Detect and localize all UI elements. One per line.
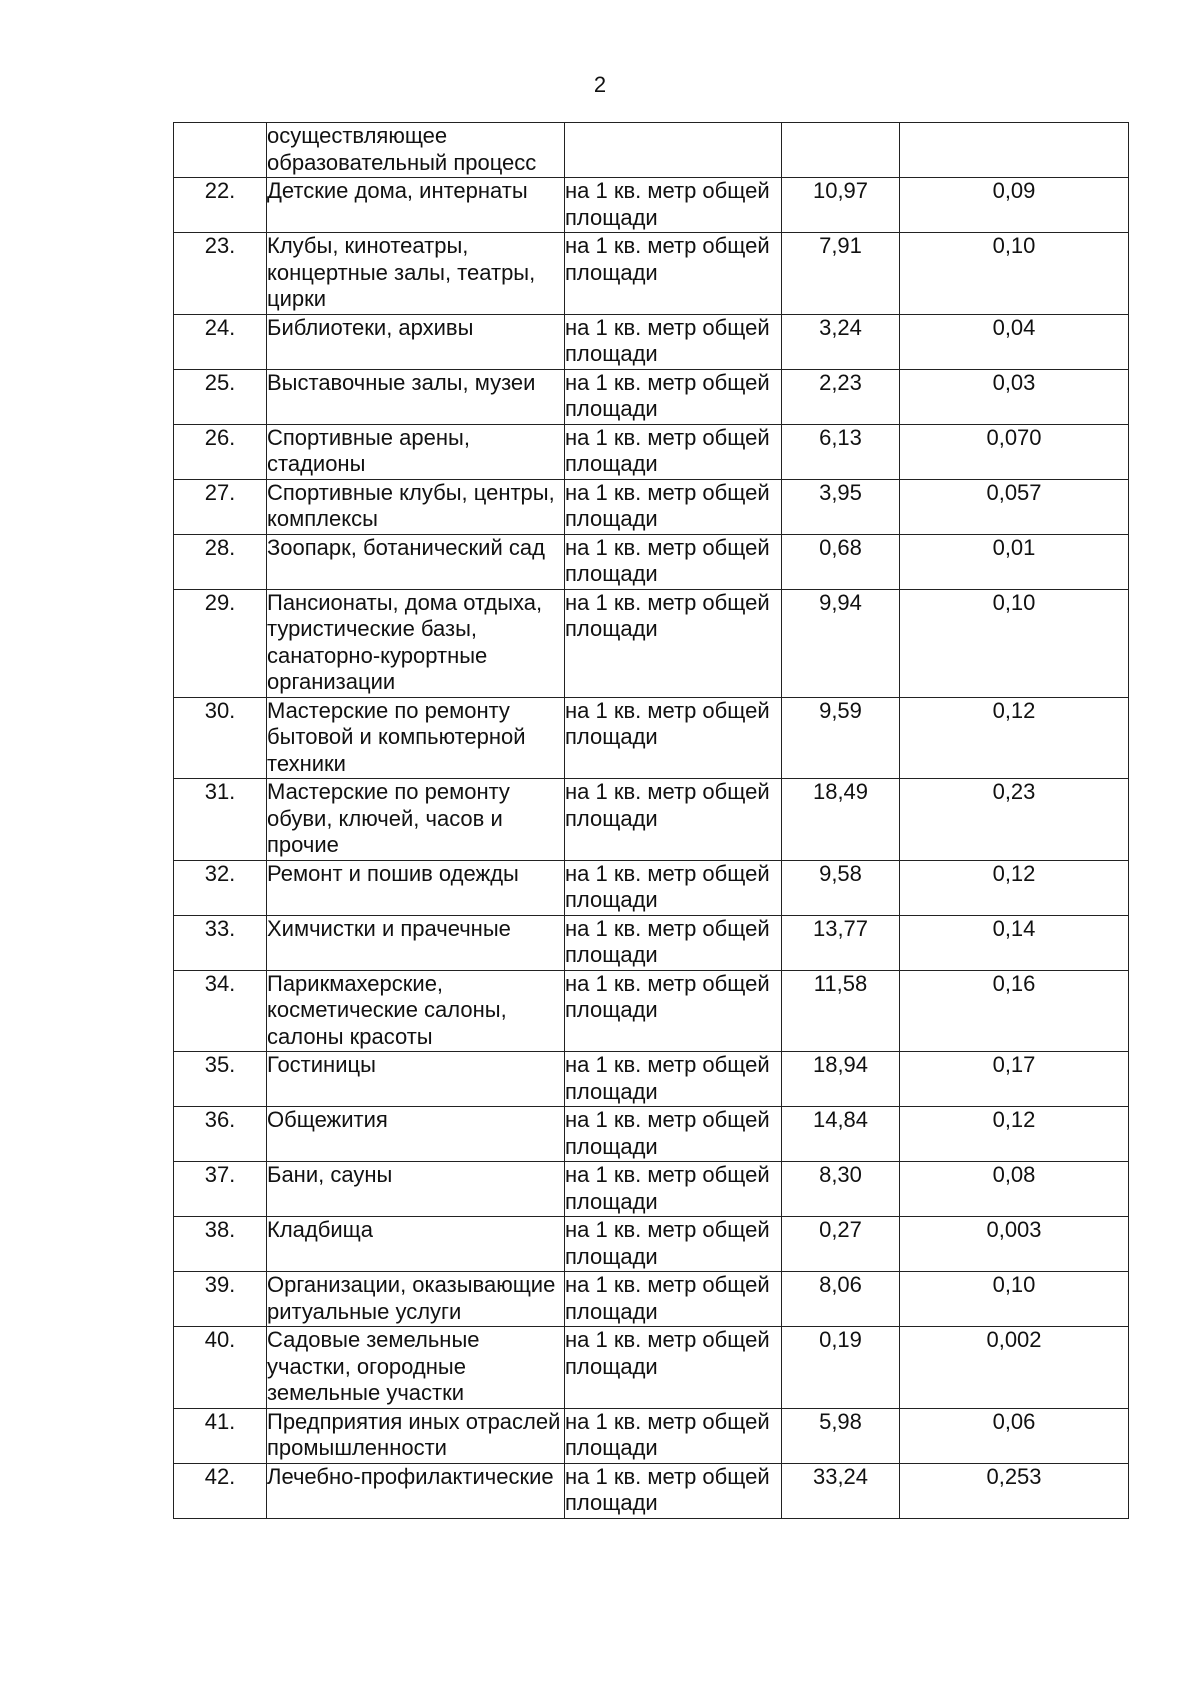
table-row [174, 779, 1129, 861]
norm-value-2: 0,14 [900, 915, 1129, 970]
calculation-unit: на 1 кв. метр общей площади [565, 479, 782, 534]
norm-value-1: 5,98 [782, 1408, 900, 1463]
norm-value-2: 0,10 [900, 1272, 1129, 1327]
norm-value-2: 0,23 [900, 779, 1129, 861]
object-name: Мастерские по ремонту бытовой и компьютерной техники [267, 697, 565, 779]
calculation-unit: на 1 кв. метр общей площади [565, 233, 782, 315]
norm-value-2: 0,17 [900, 1052, 1129, 1107]
object-name: Предприятия иных отраслей промышленности [267, 1408, 565, 1463]
calculation-unit: на 1 кв. метр общей площади [565, 178, 782, 233]
object-name: Пансионаты, дома отдыха, туристические базы, санаторно-курортные организации [267, 589, 565, 697]
table-row [174, 915, 1129, 970]
object-name: Бани, сауны [267, 1162, 565, 1217]
norm-value-1: 0,27 [782, 1217, 900, 1272]
norm-value-1: 10,97 [782, 178, 900, 233]
row-number: 41. [174, 1408, 267, 1463]
norm-value-2: 0,10 [900, 589, 1129, 697]
row-number: 25. [174, 369, 267, 424]
norm-value-2: 0,01 [900, 534, 1129, 589]
norm-value-1: 9,59 [782, 697, 900, 779]
table-row [174, 424, 1129, 479]
norm-value-1: 14,84 [782, 1107, 900, 1162]
row-number: 42. [174, 1463, 267, 1518]
object-name: Зоопарк, ботанический сад [267, 534, 565, 589]
table-row [174, 1272, 1129, 1327]
object-name: Лечебно-профилактические [267, 1463, 565, 1518]
table-row [174, 1463, 1129, 1518]
object-name: Спортивные арены, стадионы [267, 424, 565, 479]
row-number: 35. [174, 1052, 267, 1107]
norm-value-1: 2,23 [782, 369, 900, 424]
norm-value-2: 0,070 [900, 424, 1129, 479]
norm-value-1: 3,24 [782, 314, 900, 369]
norm-value-1: 13,77 [782, 915, 900, 970]
calculation-unit [565, 123, 782, 178]
row-number: 40. [174, 1327, 267, 1409]
table-row [174, 697, 1129, 779]
table-row [174, 589, 1129, 697]
norm-value-1: 0,19 [782, 1327, 900, 1409]
table-row [174, 1217, 1129, 1272]
norm-value-1: 8,06 [782, 1272, 900, 1327]
row-number: 30. [174, 697, 267, 779]
object-name: Кладбища [267, 1217, 565, 1272]
norm-value-2 [900, 123, 1129, 178]
calculation-unit: на 1 кв. метр общей площади [565, 1327, 782, 1409]
norm-value-2: 0,12 [900, 697, 1129, 779]
table-row [174, 314, 1129, 369]
norm-value-1: 8,30 [782, 1162, 900, 1217]
row-number: 28. [174, 534, 267, 589]
calculation-unit: на 1 кв. метр общей площади [565, 1052, 782, 1107]
calculation-unit: на 1 кв. метр общей площади [565, 1217, 782, 1272]
norm-value-2: 0,003 [900, 1217, 1129, 1272]
calculation-unit: на 1 кв. метр общей площади [565, 1408, 782, 1463]
norm-value-1: 9,58 [782, 860, 900, 915]
norm-value-1: 7,91 [782, 233, 900, 315]
object-name: Общежития [267, 1107, 565, 1162]
norm-value-1: 3,95 [782, 479, 900, 534]
object-name: осуществляющее образовательный процесс [267, 123, 565, 178]
object-name: Выставочные залы, музеи [267, 369, 565, 424]
row-number: 29. [174, 589, 267, 697]
norm-value-1: 0,68 [782, 534, 900, 589]
object-name: Библиотеки, архивы [267, 314, 565, 369]
norm-value-2: 0,002 [900, 1327, 1129, 1409]
norm-value-1: 18,49 [782, 779, 900, 861]
object-name: Ремонт и пошив одежды [267, 860, 565, 915]
table-row [174, 123, 1129, 178]
norm-value-2: 0,06 [900, 1408, 1129, 1463]
row-number: 33. [174, 915, 267, 970]
row-number: 39. [174, 1272, 267, 1327]
row-number: 36. [174, 1107, 267, 1162]
table-body [174, 123, 1129, 1519]
norm-value-1 [782, 123, 900, 178]
row-number: 37. [174, 1162, 267, 1217]
norm-value-2: 0,03 [900, 369, 1129, 424]
calculation-unit: на 1 кв. метр общей площади [565, 1463, 782, 1518]
norm-value-2: 0,057 [900, 479, 1129, 534]
row-number: 22. [174, 178, 267, 233]
object-name: Организации, оказывающие ритуальные услуги [267, 1272, 565, 1327]
table-row [174, 1052, 1129, 1107]
row-number: 27. [174, 479, 267, 534]
table-row [174, 1408, 1129, 1463]
norm-value-2: 0,09 [900, 178, 1129, 233]
table-row [174, 233, 1129, 315]
norms-table [173, 122, 1129, 1519]
object-name: Мастерские по ремонту обуви, ключей, часов и прочие [267, 779, 565, 861]
object-name: Парикмахерские, косметические салоны, салоны красоты [267, 970, 565, 1052]
object-name: Гостиницы [267, 1052, 565, 1107]
calculation-unit: на 1 кв. метр общей площади [565, 369, 782, 424]
object-name: Детские дома, интернаты [267, 178, 565, 233]
table-row [174, 1107, 1129, 1162]
object-name: Клубы, кинотеатры, концертные залы, театры, цирки [267, 233, 565, 315]
norm-value-1: 6,13 [782, 424, 900, 479]
table-row [174, 860, 1129, 915]
norm-value-1: 33,24 [782, 1463, 900, 1518]
calculation-unit: на 1 кв. метр общей площади [565, 860, 782, 915]
calculation-unit: на 1 кв. метр общей площади [565, 915, 782, 970]
norm-value-2: 0,253 [900, 1463, 1129, 1518]
row-number: 34. [174, 970, 267, 1052]
norm-value-2: 0,08 [900, 1162, 1129, 1217]
object-name: Спортивные клубы, центры, комплексы [267, 479, 565, 534]
norm-value-2: 0,12 [900, 1107, 1129, 1162]
row-number: 31. [174, 779, 267, 861]
norm-value-2: 0,10 [900, 233, 1129, 315]
row-number: 38. [174, 1217, 267, 1272]
table-row [174, 970, 1129, 1052]
calculation-unit: на 1 кв. метр общей площади [565, 970, 782, 1052]
row-number: 26. [174, 424, 267, 479]
table-row [174, 369, 1129, 424]
norm-value-2: 0,16 [900, 970, 1129, 1052]
table-row [174, 534, 1129, 589]
calculation-unit: на 1 кв. метр общей площади [565, 534, 782, 589]
row-number: 32. [174, 860, 267, 915]
row-number [174, 123, 267, 178]
norm-value-2: 0,04 [900, 314, 1129, 369]
page-number: 2 [593, 72, 607, 97]
calculation-unit: на 1 кв. метр общей площади [565, 424, 782, 479]
row-number: 23. [174, 233, 267, 315]
calculation-unit: на 1 кв. метр общей площади [565, 697, 782, 779]
norm-value-1: 18,94 [782, 1052, 900, 1107]
object-name: Химчистки и прачечные [267, 915, 565, 970]
calculation-unit: на 1 кв. метр общей площади [565, 1107, 782, 1162]
table-row [174, 1327, 1129, 1409]
calculation-unit: на 1 кв. метр общей площади [565, 589, 782, 697]
table-row [174, 1162, 1129, 1217]
calculation-unit: на 1 кв. метр общей площади [565, 779, 782, 861]
norm-value-2: 0,12 [900, 860, 1129, 915]
norm-value-1: 11,58 [782, 970, 900, 1052]
calculation-unit: на 1 кв. метр общей площади [565, 314, 782, 369]
norm-value-1: 9,94 [782, 589, 900, 697]
object-name: Садовые земельные участки, огородные земельные участки [267, 1327, 565, 1409]
table-row [174, 178, 1129, 233]
table-row [174, 479, 1129, 534]
calculation-unit: на 1 кв. метр общей площади [565, 1162, 782, 1217]
row-number: 24. [174, 314, 267, 369]
calculation-unit: на 1 кв. метр общей площади [565, 1272, 782, 1327]
